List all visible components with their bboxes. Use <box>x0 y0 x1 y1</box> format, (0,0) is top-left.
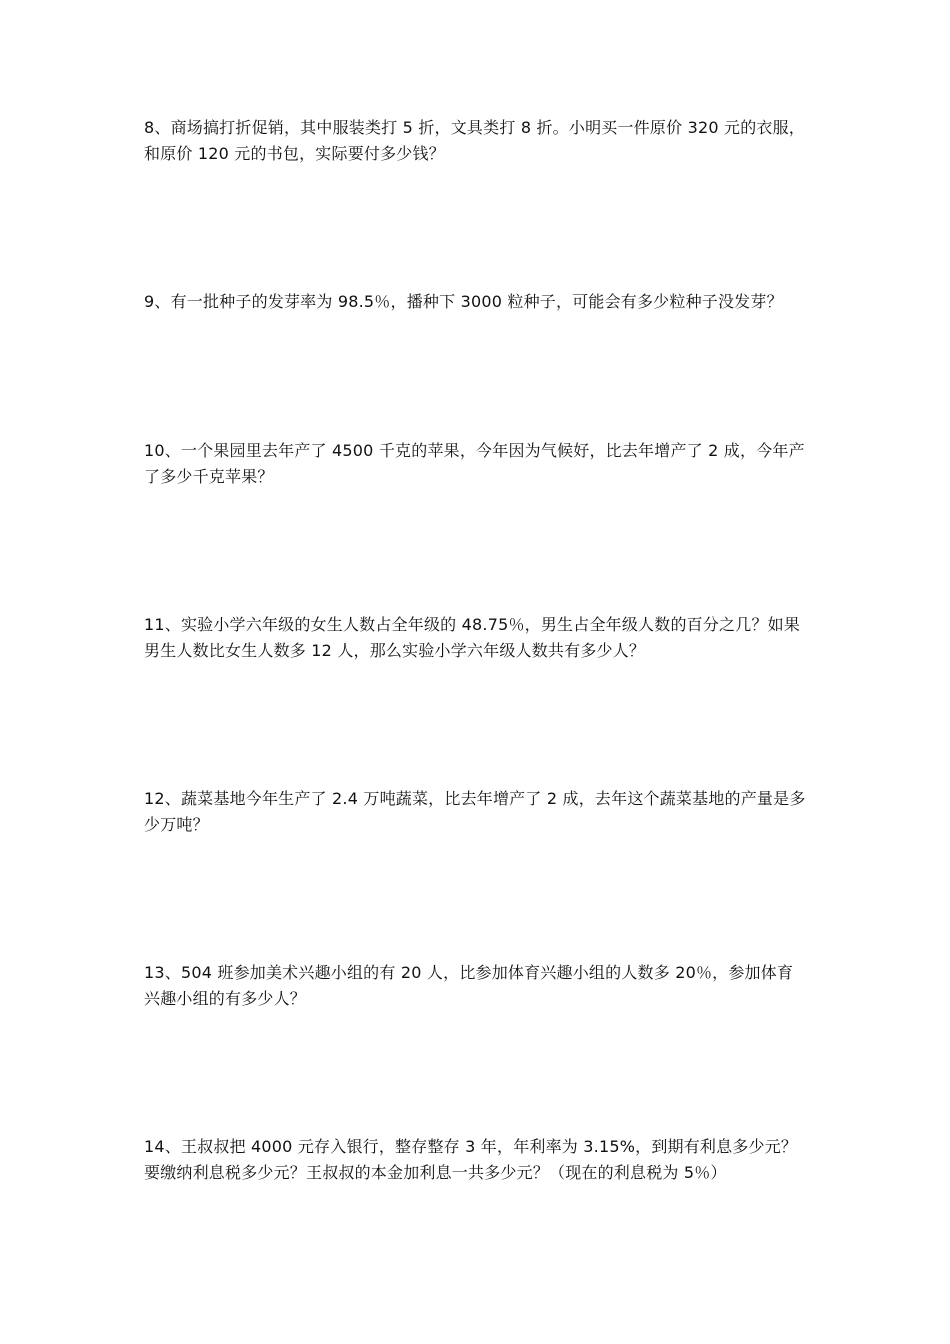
problem-9: 9、有一批种子的发芽率为 98.5％，播种下 3000 粒种子，可能会有多少粒种子没发芽？ <box>144 292 783 311</box>
problem-11: 11、实验小学六年级的女生人数占全年级的 48.75％，男生占全年级人数的百分之几？如果男生人数比女生人数多 12 人，那么实验小学六年级人数共有多少人？ <box>144 615 801 660</box>
problem-14: 14、王叔叔把 4000 元存入银行，整存整存 3 年，年利率为 3.15%，到期有利息多少元？要缴纳利息税多少元？王叔叔的本金加利息一共多少元？（现在的利息税为 5％） <box>144 1137 798 1182</box>
problem-13: 13、504 班参加美术兴趣小组的有 20 人，比参加体育兴趣小组的人数多 20％，参加体育兴趣小组的有多少人？ <box>144 963 794 1008</box>
problem-8: 8、商场搞打折促销，其中服装类打 5 折，文具类打 8 折。小明买一件原价 320 元的衣服，和原价 120 元的书包，实际要付多少钱？ <box>144 118 805 163</box>
problem-12: 12、蔬菜基地今年生产了 2.4 万吨蔬菜，比去年增产了 2 成，去年这个蔬菜基地的产量是多少万吨？ <box>144 789 806 834</box>
problem-10: 10、一个果园里去年产了 4500 千克的苹果，今年因为气候好，比去年增产了 2 成，今年产了多少千克苹果？ <box>144 441 805 486</box>
